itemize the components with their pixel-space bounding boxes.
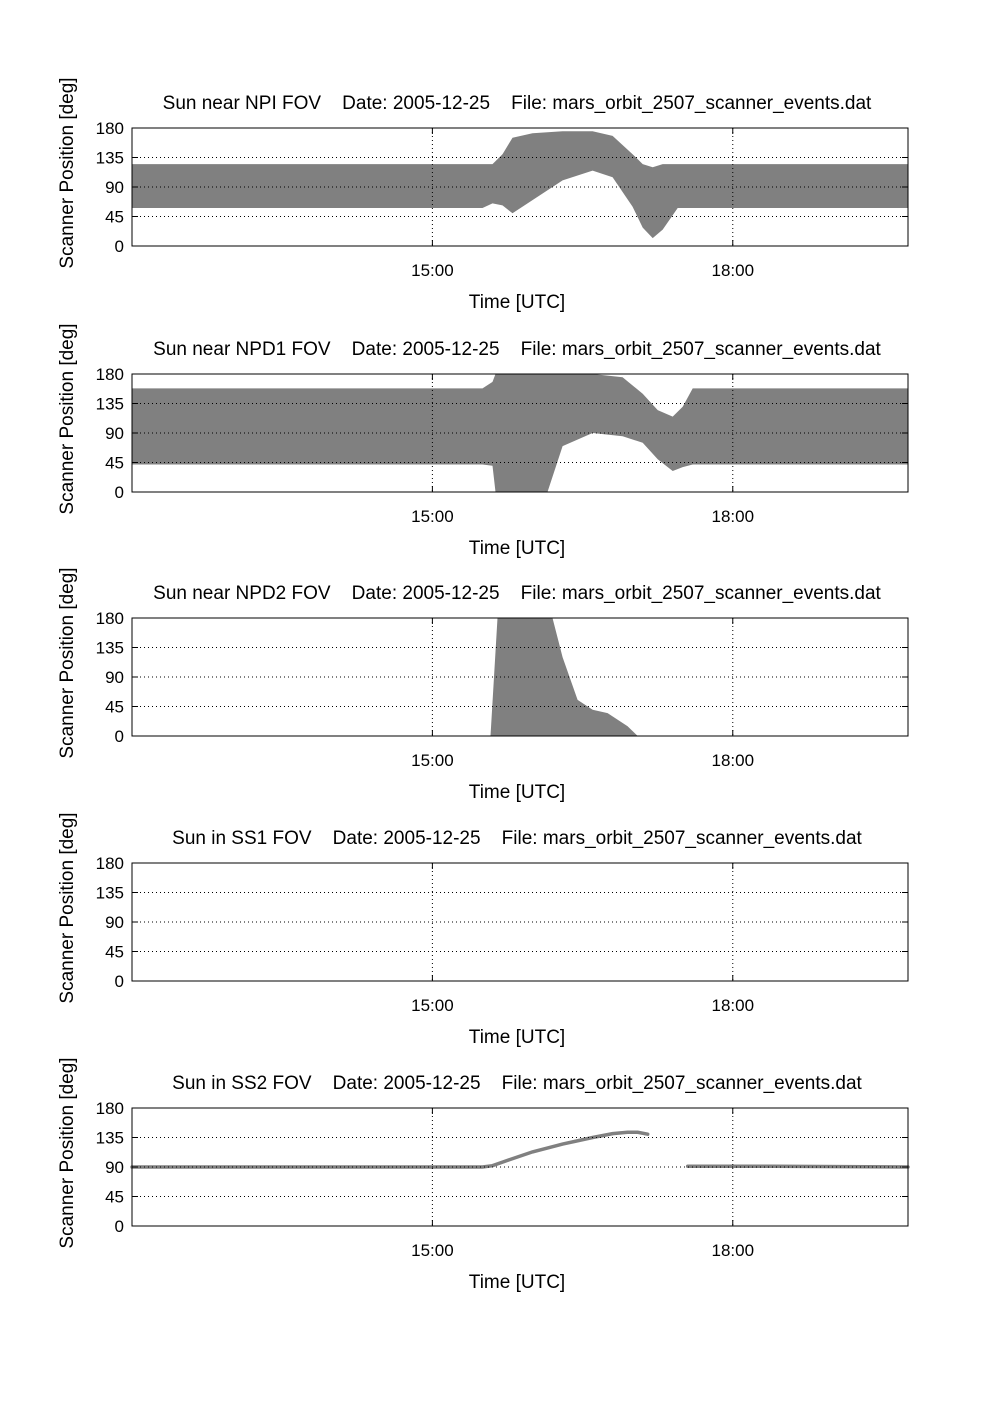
x-axis-label: Time [UTC] [468, 1027, 566, 1048]
subplot-title: Sun near NPD1 FOV Date: 2005-12-25 File: mars_orbit_2507_scanner_events.dat [153, 339, 881, 360]
x-axis-label: Time [UTC] [468, 292, 566, 313]
y-tick-label: 0 [114, 1217, 124, 1236]
y-tick-label: 45 [105, 697, 124, 717]
y-axis-label: Scanner Position [deg] [57, 323, 78, 515]
y-tick-label: 180 [95, 854, 124, 873]
y-tick-label: 0 [114, 483, 124, 502]
y-axis-label: Scanner Position [deg] [57, 77, 78, 269]
y-axis-label: Scanner Position [deg] [57, 567, 78, 759]
subplot-5 [57, 1057, 908, 1293]
x-tick-label: 18:00 [711, 1241, 755, 1260]
subplot-title: Sun near NPI FOV Date: 2005-12-25 File: mars_orbit_2507_scanner_events.dat [162, 93, 872, 114]
y-axis-label: Scanner Position [deg] [57, 1057, 78, 1249]
subplot-title: Sun in SS1 FOV Date: 2005-12-25 File: mars_orbit_2507_scanner_events.dat [172, 828, 862, 849]
subplot-title: Sun near NPD2 FOV Date: 2005-12-25 File: mars_orbit_2507_scanner_events.dat [153, 583, 881, 604]
x-tick-label: 18:00 [711, 261, 755, 280]
subplot-2 [57, 323, 908, 559]
y-tick-label: 180 [95, 609, 124, 628]
x-tick-label: 15:00 [411, 751, 454, 770]
data-line-1 [132, 1132, 648, 1167]
y-tick-label: 135 [95, 148, 124, 168]
x-tick-label: 18:00 [711, 507, 755, 526]
x-tick-label: 18:00 [711, 996, 755, 1015]
data-band-1 [132, 131, 908, 238]
x-axis-label: Time [UTC] [468, 1272, 566, 1293]
y-tick-label: 135 [95, 394, 124, 414]
x-tick-label: 15:00 [411, 261, 454, 280]
y-tick-label: 45 [105, 207, 124, 227]
subplot-title: Sun in SS2 FOV Date: 2005-12-25 File: mars_orbit_2507_scanner_events.dat [172, 1073, 862, 1094]
y-axis-label: Scanner Position [deg] [57, 812, 78, 1004]
y-tick-label: 0 [114, 972, 124, 991]
y-tick-label: 0 [114, 237, 124, 256]
x-axis-label: Time [UTC] [468, 538, 566, 559]
x-tick-label: 18:00 [711, 751, 755, 770]
y-tick-label: 90 [105, 668, 124, 687]
x-tick-label: 15:00 [411, 1241, 454, 1260]
y-tick-label: 90 [105, 424, 124, 443]
subplot-3 [57, 567, 908, 803]
y-tick-label: 45 [105, 453, 124, 473]
y-tick-label: 45 [105, 942, 124, 962]
y-tick-label: 90 [105, 913, 124, 932]
y-tick-label: 0 [114, 727, 124, 746]
y-tick-label: 45 [105, 1187, 124, 1207]
subplot-1 [57, 77, 908, 313]
y-tick-label: 90 [105, 1158, 124, 1177]
y-tick-label: 135 [95, 638, 124, 658]
y-tick-label: 135 [95, 1128, 124, 1148]
x-tick-label: 15:00 [411, 507, 454, 526]
x-axis-label: Time [UTC] [468, 782, 566, 803]
y-tick-label: 180 [95, 119, 124, 138]
y-tick-label: 135 [95, 883, 124, 903]
x-tick-label: 15:00 [411, 996, 454, 1015]
y-tick-label: 180 [95, 365, 124, 384]
subplot-4 [57, 812, 908, 1048]
y-tick-label: 90 [105, 178, 124, 197]
y-tick-label: 180 [95, 1099, 124, 1118]
